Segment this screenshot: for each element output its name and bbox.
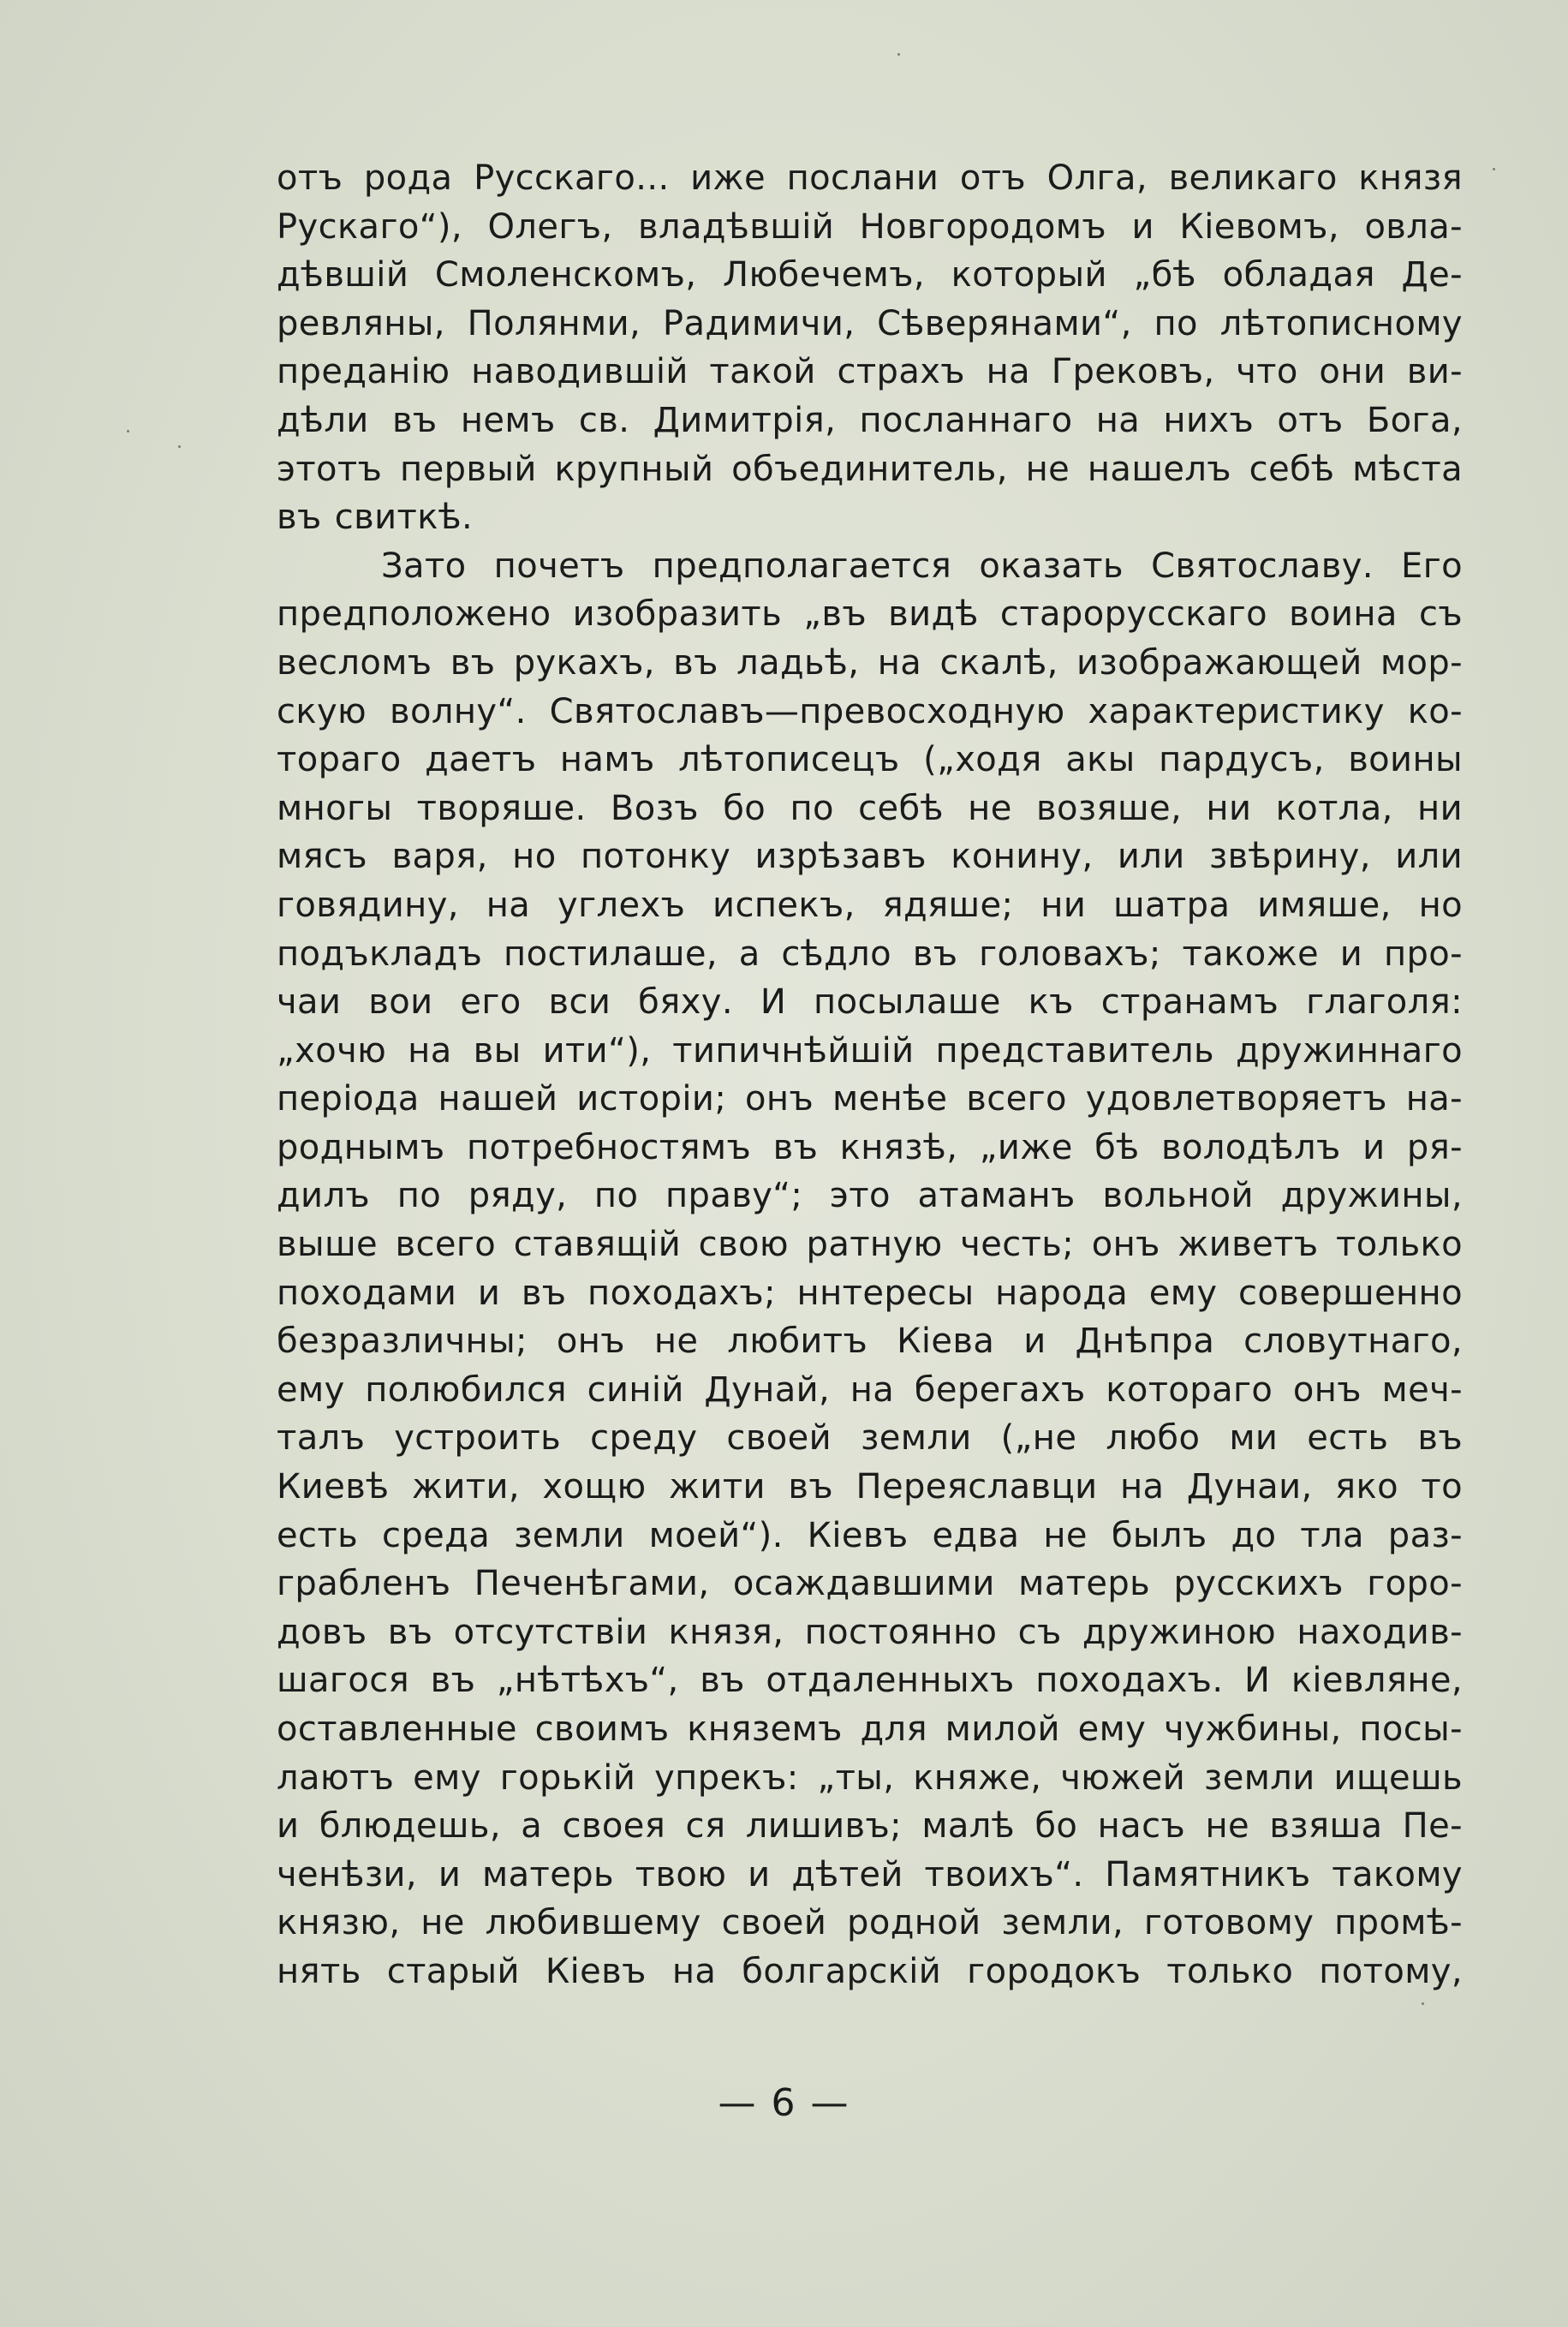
text-line: дилъ по ряду, по праву“; это атаманъ вольной дружины, [277,1176,1463,1216]
text-line: скую волну“. Святославъ—превосходную характеристику ко- [277,691,1463,731]
paper-speck [178,445,181,448]
text-line: походами и въ походахъ; ннтересы народа ему совершенно [277,1273,1463,1313]
text-line: Зато почетъ предполагается оказать Святославу. Его [381,546,1463,586]
text-line: мясъ варя, но потонку изрѣзавъ конину, или звѣрину, или [277,837,1463,877]
text-line: этотъ первый крупный объединитель, не нашелъ себѣ мѣста [277,449,1463,489]
text-line: безразличны; онъ не любитъ Кіева и Днѣпра словутнаго, [277,1322,1463,1362]
text-line: шагося въ „нѣтѣхъ“, въ отдаленныхъ походахъ. И кіевляне, [277,1661,1463,1701]
text-line: и блюдешь, а своея ся лишивъ; малѣ бо насъ не взяша Пе- [277,1806,1463,1847]
text-line: оставленные своимъ княземъ для милой ему чужбины, посы- [277,1709,1463,1749]
text-line: Рускаго“), Олегъ, владѣвшій Новгородомъ и Кіевомъ, овла- [277,206,1463,247]
text-line: чаи вои его вси бяху. И посылаше къ странамъ глаголя: [277,982,1463,1023]
text-line: отъ рода Русскаго... иже послани отъ Олга, великаго князя [277,158,1463,198]
text-line: тораго даетъ намъ лѣтописецъ („ходя акы пардусъ, воины [277,740,1463,780]
text-line: говядину, на углехъ испекъ, ядяше; ни шатра имяше, но [277,885,1463,925]
text-line: „хочю на вы ити“), типичнѣйшій представитель дружиннаго [277,1030,1463,1071]
paper-speck [897,53,900,56]
text-line: лаютъ ему горькій упрекъ: „ты, княже, чюжей земли ищешь [277,1757,1463,1798]
text-line: подъкладъ постилаше, а сѣдло въ головахъ; такоже и про- [277,934,1463,974]
text-line: ему полюбился синій Дунай, на берегахъ котораго онъ меч- [277,1369,1463,1410]
text-line: довъ въ отсутствіи князя, постоянно съ дружиною находив- [277,1612,1463,1652]
paper-speck [1493,168,1495,170]
text-line: грабленъ Печенѣгами, осаждавшими матерь русскихъ горо- [277,1564,1463,1604]
text-line: многы творяше. Возъ бо по себѣ не возяше, ни котла, ни [277,788,1463,828]
paper-speck [127,430,129,433]
text-line: талъ устроить среду своей земли („не любо ми есть въ [277,1418,1463,1459]
text-line: въ свиткѣ. [277,498,474,538]
text-line: преданію наводившій такой страхъ на Грековъ, что они ви- [277,352,1463,392]
text-line: выше всего ставящій свою ратную честь; онъ живетъ только [277,1225,1463,1265]
text-line: предположено изобразить „въ видѣ старорусскаго воина съ [277,594,1463,635]
text-line: есть среда земли моей“). Кіевъ едва не былъ до тла раз- [277,1515,1463,1555]
paragraph-1 [277,154,1463,542]
text-line: дѣли въ немъ св. Димитрія, посланнаго на нихъ отъ Бога, [277,400,1463,440]
text-line: роднымъ потребностямъ въ князѣ, „иже бѣ володѣлъ и ря- [277,1127,1463,1167]
text-line: весломъ въ рукахъ, въ ладьѣ, на скалѣ, изображающей мор- [277,642,1463,683]
text-line: князю, не любившему своей родной земли, готовому промѣ- [277,1903,1463,1943]
paragraph-2 [277,542,1463,1996]
text-line: нять старый Кіевъ на болгарскій городокъ только потому, [277,1951,1463,1991]
text-line: дѣвшій Смоленскомъ, Любечемъ, который „бѣ обладая Де- [277,255,1463,295]
page-number: — 6 — [718,2081,850,2125]
text-line: ревляны, Полянми, Радимичи, Сѣверянами“, по лѣтописному [277,303,1463,343]
text-line: Киевѣ жити, хощю жити въ Переяславци на Дунаи, яко то [277,1467,1463,1507]
paper-speck [1422,2002,1424,2005]
text-line: періода нашей исторіи; онъ менѣе всего удовлетворяетъ на- [277,1079,1463,1119]
text-line: ченѣзи, и матерь твою и дѣтей твоихъ“. Памятникъ такому [277,1854,1463,1894]
text-body [277,154,1463,1996]
